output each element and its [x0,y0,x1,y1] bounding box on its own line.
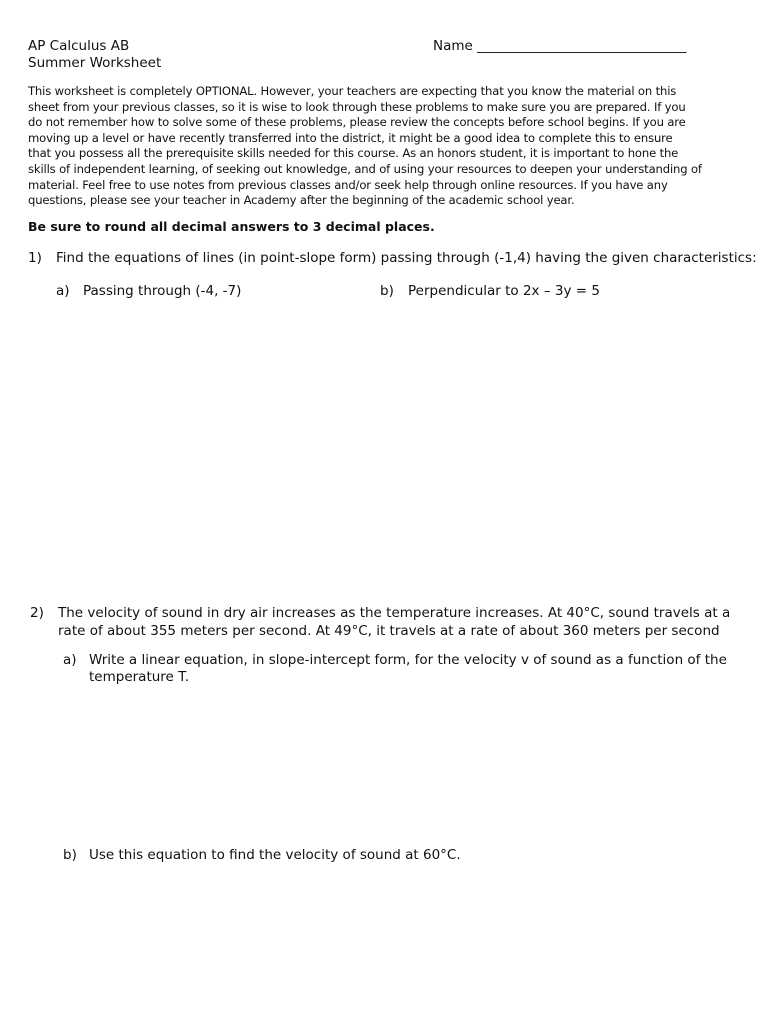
question-1-text: Find the equations of lines (in point-slope form) passing through (-1,4) having the given characteristics: [56,250,757,266]
intro-line: skills of independent learning, of seeking out knowledge, and of using your resources to deepen your understanding of [28,161,702,176]
intro-line: that you possess all the prerequisite skills needed for this course. As an honors student, it is important to hone the [28,146,679,161]
question-2-text-line: The velocity of sound in dry air increases as the temperature increases. At 40°C, sound travels at a [58,605,731,621]
intro-line: moving up a level or have recently transferred into the district, it might be a good idea to complete this to ensure [28,130,673,145]
question-2-number: 2) [30,605,44,621]
question-1a-text: Passing through (-4, -7) [83,283,242,299]
question-1a-label: a) [56,283,70,299]
intro-line: questions, please see your teacher in Academy after the beginning of the academic school year. [28,193,575,208]
intro-line: sheet from your previous classes, so it is wise to look through these problems to make sure you are prepared. If you [28,99,686,114]
question-1-number: 1) [28,250,42,266]
question-2a-text-line: Write a linear equation, in slope-intercept form, for the velocity v of sound as a function of the [89,652,727,668]
question-2b-text: Use this equation to find the velocity of sound at 60°C. [89,847,461,863]
intro-paragraph [28,84,734,209]
intro-line: do not remember how to solve some of these problems, please review the concepts before school begins. If you are [28,115,686,130]
intro-line: material. Feel free to use notes from previous classes and/or seek help through online resources. If you have any [28,177,668,192]
rounding-instruction: Be sure to round all decimal answers to 3 decimal places. [28,219,435,234]
question-2-text-line: rate of about 355 meters per second. At 49°C, it travels at a rate of about 360 meters per second [58,623,720,639]
question-1b-label: b) [380,283,394,299]
question-2b-label: b) [63,847,77,863]
intro-line: This worksheet is completely OPTIONAL. However, your teachers are expecting that you know the material on this [28,84,677,98]
name-field: Name _______________________________ [433,38,687,54]
question-2a-text-line: temperature T. [89,669,190,685]
question-1b-text: Perpendicular to 2x – 3y = 5 [408,283,600,299]
question-2a-label: a) [63,652,77,668]
course-title: AP Calculus AB [28,38,130,54]
worksheet-subtitle: Summer Worksheet [28,55,162,71]
